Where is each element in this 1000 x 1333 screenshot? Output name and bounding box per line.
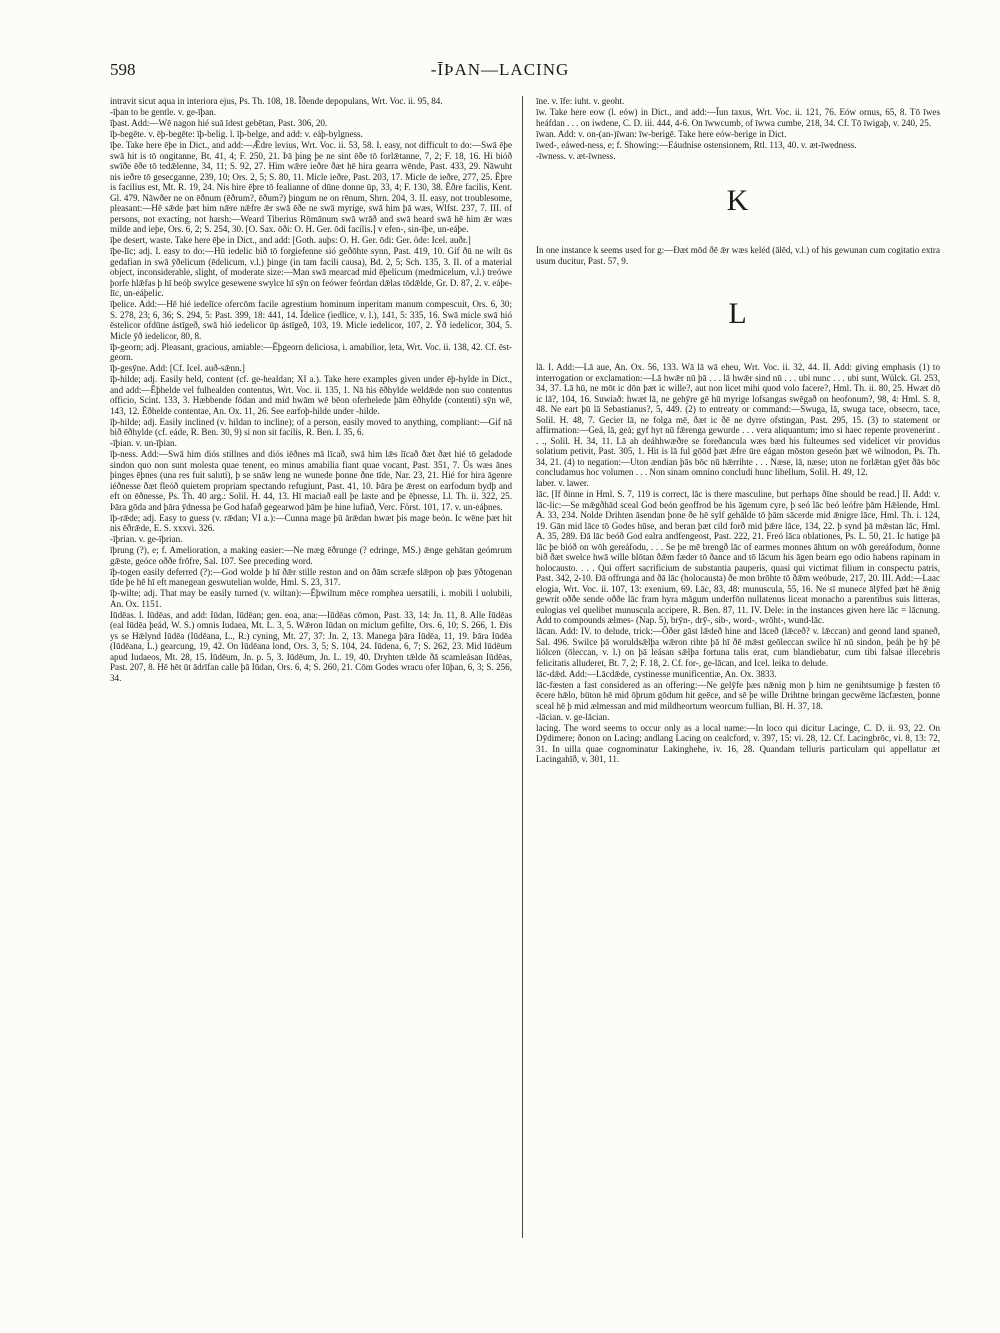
dictionary-entry: lāc-fæsten a fast considered as an offering:—Ne gelȳfe þæs nǣnig mon þ him ne genihtsumige þ fæsten tō ēcere hǣlo, būton hē mid ōþrum gōdum hit geēce, and sē þe wille Drihtne bringan gecwēme lācfæsten, þonne sceal hē þ mid ælmessan and mid mildheortum weorcum fullian, Bl. H. 37, 18. xyxy=(536,679,940,711)
dictionary-entry: -īþrian. v. ge-īþrian. xyxy=(110,534,183,544)
section-letter-k: K xyxy=(726,184,750,217)
dictionary-entry: -lācian. v. ge-lācian. xyxy=(536,711,610,722)
dictionary-entry: īþ-wilte; adj. That may be easily turned (v. wiltan):—Ēþwiltum mēce romphea uersatili, i. mobili l uolubili, An. Ox. 1151. xyxy=(110,588,512,609)
dictionary-entry: īþ-georn; adj. Pleasant, gracious, amiable:—Ēþgeorn deliciosa, i. amabilior, leta, Wrt. Voc. ii. 138, 42. Cf. ēst-georn. xyxy=(110,341,512,362)
right-column-i-entries xyxy=(536,96,940,161)
dictionary-entry: intravit sicut aqua in interiora ejus, Ps. Th. 108, 18. Îðende depopulans, Wrt. Voc. ii. 95, 84. xyxy=(110,96,443,106)
right-column-l-entries xyxy=(536,362,940,765)
dictionary-entry: īþrung (?), e; f. Amelioration, a making easier:—Ne mæg ēðrunge (? edringe, MS.) ǣnge gehātan geómrum gǣste, geóce oððe frōfre, Sal. 107. See preceding word. xyxy=(110,545,512,566)
dictionary-entry: lācan. Add: IV. to delude, trick:—Ōðer gāst lǣdeð hine and lāceð (lǣceð? v. lǣccan) and geond land spaneð, Sal. 496. Swilce þā woruldsǣlþa wǣron rihte þā hī ðē mǣst geōleccan swilce hī nū sindon, þeáh þe hȳ þē liólcen (ōleccan, v. l.) on þā leásan sǣlþa fortuna talis erat, cum blandiebatur, cum tibi falsae illecebris felicitatis alluderet, Bt. 7, 2; F. 18, 2. Cf. for-, ge-lācan, and Icel. leika to delude. xyxy=(536,626,940,668)
dictionary-entry: -īþan to be gentle. v. ge-īþan. xyxy=(110,107,216,117)
dictionary-entry: īþe-līc; adj. I. easy to do:—Hū iedelic bið tō forgiefenne sió geðōhte synn, Past. 419, 10. Gif ðū ne wilt ūs gedafian in swā ȳðelicum (ēdelicum, v.l.) þinge (in tam facili causa), Bd. 2, 5; Sch. 135, 3. II. of a material object, inconsiderable, slight, of moderate size:—Man swā mearcad mid ēþelicum (medmicelum, v.l.) treówe þorfe hlǣfas þ hī beóþ swylce gesewene swylce hī sȳn on feówer feórdan dǣlas tōdǣlde, Gr. D. 87, 2. v. eáþe-līc, un-eáþelic. xyxy=(110,246,512,298)
dictionary-entry: lacing. The word seems to occur only as a local name:—In loco qui dicitur Lacinge, C. D. ii. 93, 22. On Dȳdimere; ðonon on Lacing; andlang Lacing on cealcford, v. 397, 15: vi. 28, 12. Cf. Lacingbrōc, vi. 8, 13: 72, 31. In uilla quae cognominatur Lakinghehe, iv. 16, 28. Quandam telluris particulam qui appellatur æt Lacingahīð, v. 301, 11. xyxy=(536,722,940,764)
dictionary-entry: īþ-togen easily deferred (?):—God wolde þ hī ðǣr stille reston and on ðām scræfe slǣpon oþ þæs ȳðtogenan tīde þe hē hī eft manegean geswutelian wolde, Hml. S. 23, 317. xyxy=(110,566,512,587)
column-divider xyxy=(522,96,523,1238)
right-column xyxy=(536,96,940,1246)
dictionary-entry: īþast. Add:—Wē nagon hié suā īdest gebētan, Past. 306, 20. xyxy=(110,118,328,128)
dictionary-entry: īþ-gesȳne. Add: [Cf. Icel. auð-sǣnn.] xyxy=(110,363,245,373)
dictionary-entry: īþ-rǣde; adj. Easy to guess (v. rǣdan; VI a.):—Cunna mage þū ārǣdan hwæt þis mage beón. Ic wēne þæt hit nis ēðrǣde, E. S. xxxvi. 326. xyxy=(110,512,512,533)
dictionary-entry: lā. I. Add:—Lā aue, An. Ox. 56, 133. Wā lā wā eheu, Wrt. Voc. ii. 32, 44. II. Add: giving emphasis (1) to interrogation or exclamation:—Lā hwǣr nū þā . . . lā hwǣr sind nū . . . ubi nunc . . . ubi sunt, Wülck. Gl. 253, 34, 37. Lā hū, ne mōt ic dōn þæt ic wille?, aut non licet mihi quod volo facere?, Hml. Th. ii. 80, 25. Hwæt dō ic lā?, 104, 16. Suwiað: hwæt lā, ne gehȳre gē hū myrige lofsangas swēgað on heofonum?, 98, 4: Hml. S. 8, 48. Ne eart þū lā Sebastianus?, 5, 449. (2) to entreaty or command:—Swuga, lā, swuga tace, obsecro, tace, Solil. H. 48, 7. Gecier lā, ne folga mē, ðæt ic ðē ne dyrre ofstingan, Past. 295, 15. (3) to statement or affirmation:—Geá, lā, geá; gyf hyt nū fǣrenga gewurde . . . vera aliquantum; imo si haec repente provenerint . . ., Solil. H. 34, 11. Lā ah deáhhwæðre se foreðancula wæs bæd his fulteumes sed videlicet vir providus solatium petivit, Past. 305, 1. Hit is lā ful gōōd þæt ǣfre ūre eágan mōston geseón þæt wē wilnodon, Ps. Th. 34, 21. (4) to negation:—Uton ændian þās bōc nū hǣrrihte . . . Næse, lā, næse; uton ne forlǣtan gȳet ðās bōc concludamus hoc volumen . . . Non sinam omnino concludi hunc libellum, Solil. H. 49, 12. xyxy=(536,362,940,477)
left-column xyxy=(110,96,512,1246)
dictionary-entry: laber. v. lawer. xyxy=(536,478,589,488)
dictionary-entry: īþ-begēte. v. ēþ-begēte: īþ-belig. l. īþ-belge, and add: v. eáþ-bylgness. xyxy=(110,129,363,139)
dictionary-entry: īþ-ness. Add:—Swā him diós stillnes and diós iēðnes mā līcað, swā him lǣs līcað ðæt ðæt hié tō geladode sindon quo non sunt molesta quae tenent, eo minus amabilia fiant quae vocant, Past. 351, 7. Ūs wæs ānes þinges ēþnes (una res fuit saluti), þ se snāw leng ne wunede þonne ðne tīde, Nar. 23, 21. Hié for hira āgenre iéðnesse ðæt fleóð quietem propriam spectando refugiunt, Past. 41, 10. Þāra þe ǣrest on earfodum bydþ and eft on ēðnesse, Ps. Th. 40 arg.: Solil. H. 44, 13. Hī maciað eall þe laste and þe ēþnesse, Ll. Th. ii. 322, 25. Þāra gōda and þāra ȳdnessa þe God hafað gegearwod þām þe hine lufiað, Verc. Först. 101, 17. v. un-eáþnes. xyxy=(110,449,512,512)
dictionary-entry: Iūdēas. l. Iūdēas, and add: Iūdan, Iūdēan; gen. eoa, ana:—Iūdēas cōmon, Past. 33, 14: Jn. 11, 8. Alle Iūdēas (eal Iūdēa þeád, W. S.) omnis Iudaea, Mt. L. 3, 5. Wǣron Iūdan on miclum gefilte, Ors. 6, 10; S. 266, 1. Ðis ys se Hǣlynd Iūdēa (Iūdēana, L., R.) cyning, Mt. 27, 37: Jn. 2, 13. Manega þāra Iūdēa, 11, 19. Þāra Iūdēa (Iūdēana, L.) gearcung, 19, 42. On Iūdēana lond, Ors. 3, 5; S. 104, 24. Iūdena, 6, 7; S. 262, 23. Mid Iūdēum apud Iudaeos, Mt. 28, 15. Iūdēum, Jn. p. 5, 3. Iūdēum, Jn. L. 19, 40. Dryhten tǣlde ðā scamleásan Iūdēas, Past. 207, 8. Hē hēt ūt ādrīfan calle þā Iūdan, Ors. 6, 4; S. 260, 21. Cōm Godes wracu ofer Iūþan, 6, 3; S. 256, 34. xyxy=(110,609,512,683)
section-letter-l: L xyxy=(728,297,748,330)
page-title: -ĪÞAN—LACING xyxy=(430,60,570,79)
dictionary-entry: īþ-hilde; adj. Easily held, content (cf. ge-healdan; XI a.). Take here examples given under ēþ-hylde in Dict., and add:—Ēþhelde vel fulhealden contentus, Wrt. Voc. ii. 135, 1. Nā his ēðhylde weldǣde non suo contentus officio, Scint. 133, 3. Hæbbende fōdan and mid hwām wē bēon oferhelede þām ēðhylde (contenti) sȳn wē, 143, 12. Ēðhelde contentae, An. Ox. 11, 26. See earfoþ-hilde under -hilde. xyxy=(110,374,512,416)
k-section-text: In one instance k seems used for g:—Ðæt mōd ðē ǣr wæs keléd (ālēd, v.l.) of his gewunan cum cogitatio extra usum ducitur, Past. 57, 9. xyxy=(536,245,940,266)
dictionary-entry: īwan. Add: v. on-(an-)īwan: īw-berigē. Take here eów-berige in Dict. xyxy=(536,128,787,139)
dictionary-entry: īþe. Take here ēþe in Dict., and add:—Ǣdre levius, Wrt. Voc. ii. 53, 58. I. easy, not difficult to do:—Swā ēþe swā hit is tō ongitanne, Bt. 41, 4; F. 250, 21. Þā þing þe ne sint ēðe tō forlǣtanne, 7, 2; F. 18, 16. Hí bióð swīðe ēðe tō tedǣlenne, 34, 11; S. 92, 27. Him wǣre ieðre ðæt hē hira gearra wēnde, Past. 433, 29. Nāwuht nis ieðre tō gesecganne, 239, 10; Ors. 2, 5; S. 80, 11. Micle ieðre, Past. 203, 17. Micle de ieðre, 277, 25. Ēþre is facilius est, Mt. R. 19, 24. Nis hire ēþre tō fealianne of dūne donne ūp, 33, 4; F. 130, 38. Ēðre facilis, Kent. Gl. 479. Nāwðer ne on ēðnum (ēðrum?, ēðum?) þingum ne on rēnum, Shrn. 204, 3. II. easy, not troublesome, pleasant:—Hē sǣde þæt him nǣre nǣfre ǣr swā ēðe ne swā myrige, swā him þā wæs, Wlfst. 237, 7. III. of persons, not exacting, not harsh:—Weard Tiberius Rōmānum swā wrāð and swā heard swā hē him ǣr wæs milde and ieþe, Ors. 6, 2; S. 254, 30. [O. Sax. ōði: O. H. Ger. ōdi facilis.] v efen-, sin-īþe, un-eáþe. xyxy=(110,140,512,234)
running-header xyxy=(110,60,890,82)
dictionary-entry: lāc. [If ðinne in Hml. S. 7, 119 is correct, lāc is there masculine, but perhaps ðīne should be read.] II. Add: v. lāc-lic:—Se mǣgðhād sceal God beón geoffrod be his āgenum cyre, þ seó lāc beó leófre þām Hǣlende, Hml. A. 33, 234. Nolde Drihten āsendan þone ðe hē sylf gehālde tō þām sācerde mid ǣnigre lāce, Hml. Th. i. 124, 19. Gān mid lāce tō Godes hūse, and beran þæt cild forð mid þǣre lāce, 134, 22. þ synd þā mǣstan lāc, Hml. A. 35, 289. Ðā lāc beóð God ealra andfengeost, Past. 222, 21. Freó lāca oblationes, Ps. L. 50, 21. Ic hatige þā lāc þe bióð on wōh gereáfodu, . . . Se þe mē brengð lāc of earmes monnes āhtum on wōh gereáfodum, ðonne bið ðæt swelce hwā wille blōtan ðǣm fæder tō ðance and tō lācum his āgen bearn ego odio habens rapinam in holocausto. . . . Qui offert sacrificium de substantia pauperis, quasi qui victimat filium in conspectu patris, Past. 342, 2-10. Ðā offrunga and ðā lāc (holocausta) ðe mon brōhte tō ðǣm weóbude, 217, 20. III. Add:—Laac elogia, Wrt. Voc. ii. 107, 13: exenium, 69. Lāc, 83, 48: munuscula, 55, 16. Ne sī munece ālȳfed þæt hē ǣnig gewrit oððe sende oððe lāc fram hyra māgum underfōn nullatenus liceat monacho a parentibus suis litteras, eulogias vel quelibet munuscula accipere, R. Ben. 87, 11. IV. Dele: in the instances given here lāc = lācnung. Add to compounds ælmes- (Nap. 5), brȳn-, drȳ-, sib-, word-, wrōht-, wund-lāc. xyxy=(536,489,940,625)
page-number: 598 xyxy=(110,60,136,79)
dictionary-entry: īne. v. īfe: iuht. v. geoht. xyxy=(536,96,625,106)
dictionary-entry: īþelice. Add:—Hē hié iedelīce ofercōm facile agrestium hominum inperitam manum compescuit, Ors. 6, 30; S. 278, 23; 6, 36; S. 294, 5: Past. 399, 18: 441, 14. Īdelice (iedlice, v. l.), 141, 5: 335, 16. Swā micle swā hió ēstelicor ofdūne ástīgeð, swā hió iedelicor ūp ástīgeð, 103, 19. Micle iedelicor, 107, 2. Ȳð iedelicor, 304, 5. Micle ȳð iedelicor, 80, 8. xyxy=(110,299,512,341)
dictionary-entry: īw. Take here eow (l. eów) in Dict., and add:—Īun taxus, Wrt. Voc. ii. 121, 76. Eów ornus, 65, 8. Tō īwes heáfdan . . . on iwdene, C. D. iii. 444, 4-6. On īwwcumb, of īwwa cumbe, 218, 34. Cf. Tō īwigaþ, v. 240, 25. xyxy=(536,107,940,128)
dictionary-entry: -īwness. v. æt-īwness. xyxy=(536,150,616,161)
dictionary-entry: īwed-, eáwed-ness, e; f. Showing:—Eáudnise ostensionem, Rtl. 113, 40. v. æt-īwedness. xyxy=(536,139,857,150)
dictionary-entry: īþ-hilde; adj. Easily inclined (v. hildan to incline); of a person, easily moved to anything, compliant:—Gif nā bið ēðhylde (cf. eáde, R. Ben. 30, 9) si non sit facilis, R. Ben. I. 35, 6. xyxy=(110,416,512,437)
dictionary-entry: lāc-dǣd. Add:—Lācdǣde, cystinesse munificentiæ, An. Ox. 3833. xyxy=(536,668,777,679)
dictionary-entry: -īþian. v. un-īþian. xyxy=(110,438,177,448)
dictionary-entry: īþe desert, waste. Take here ēþe in Dict., and add: [Goth. auþs: O. H. Ger. ōdi: Ger. öde: Icel. auðr.] xyxy=(110,235,471,245)
